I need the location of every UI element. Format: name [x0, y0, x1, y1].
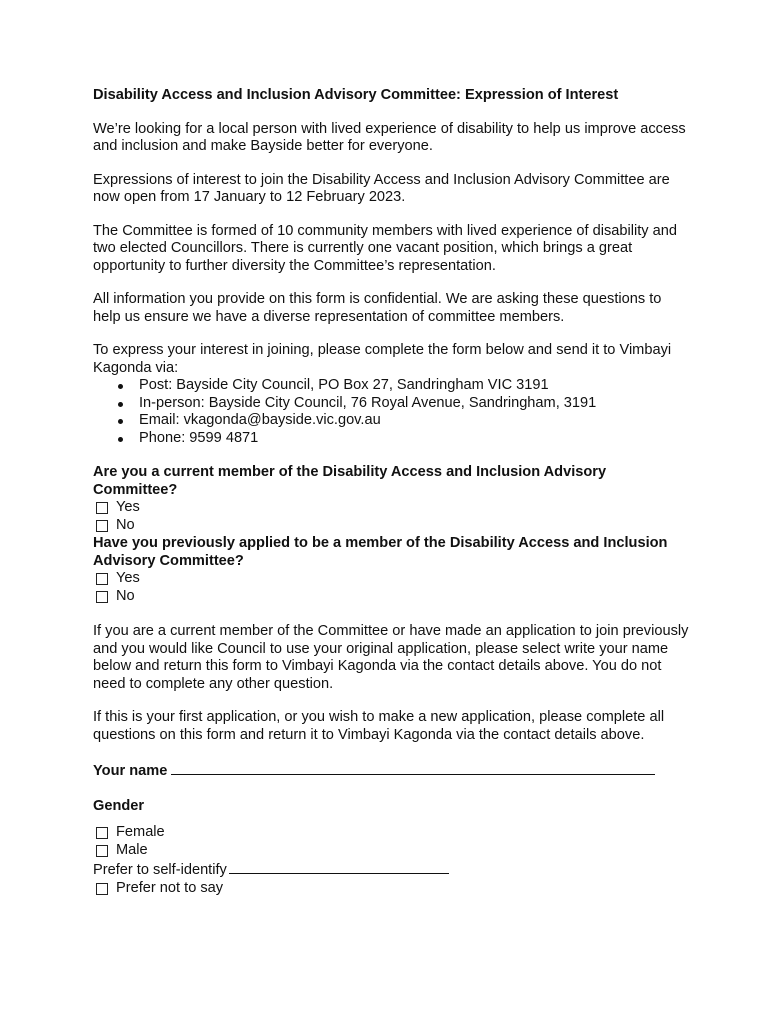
- document-title: Disability Access and Inclusion Advisory Committee: Expression of Interest: [93, 87, 619, 103]
- checkbox-icon[interactable]: [96, 845, 108, 857]
- self-identify-input-line[interactable]: [229, 860, 449, 874]
- option-label: No: [116, 588, 135, 605]
- checkbox-icon[interactable]: [96, 883, 108, 895]
- composition-paragraph: The Committee is formed of 10 community members with lived experience of disability and two elected Councillors. There is currently one vacant position, which brings a great opportunity to further diversity the Committee’s representation.: [93, 222, 677, 274]
- option-label: No: [116, 517, 135, 534]
- question-current-member: Are you a current member of the Disability Access and Inclusion Advisory Committee?: [93, 464, 607, 498]
- name-input-line[interactable]: [171, 760, 655, 775]
- contact-phone: Phone: 9599 4871: [139, 430, 693, 448]
- gender-self-identify-row: [93, 860, 693, 880]
- previously-applied-yes-option[interactable]: [93, 570, 693, 588]
- express-paragraph: To express your interest in joining, please complete the form below and send it to Vimbayi Kagonda via:: [93, 342, 672, 376]
- gender-female-option[interactable]: [93, 824, 693, 842]
- checkbox-icon[interactable]: [96, 520, 108, 532]
- contact-post: Post: Bayside City Council, PO Box 27, Sandringham VIC 3191: [139, 377, 693, 395]
- checkbox-icon[interactable]: [96, 591, 108, 603]
- checkbox-icon[interactable]: [96, 502, 108, 514]
- current-member-no-option[interactable]: [93, 517, 693, 535]
- option-label: Yes: [116, 499, 140, 516]
- name-field-label: Your name: [93, 763, 168, 779]
- question-previously-applied: Have you previously applied to be a member of the Disability Access and Inclusion Advisory Committee?: [93, 535, 668, 569]
- name-field-row: [93, 760, 693, 781]
- self-identify-label: Prefer to self-identify: [93, 862, 227, 878]
- current-member-yes-option[interactable]: [93, 499, 693, 517]
- previously-applied-no-option[interactable]: [93, 588, 693, 606]
- intro-paragraph: We’re looking for a local person with lived experience of disability to help us improve access and inclusion and make Bayside better for everyone.: [93, 120, 686, 154]
- option-label: Yes: [116, 570, 140, 587]
- dates-paragraph: Expressions of interest to join the Disability Access and Inclusion Advisory Committee are now open from 17 January to 12 February 2023.: [93, 171, 670, 205]
- contact-methods-list: [93, 377, 693, 447]
- checkbox-icon[interactable]: [96, 827, 108, 839]
- new-applicant-instructions: If this is your first application, or you wish to make a new application, please complete all questions on this form and return it to Vimbayi Kagonda via the contact details above.: [93, 709, 665, 743]
- gender-male-option[interactable]: [93, 842, 693, 860]
- option-label: Prefer not to say: [116, 879, 224, 896]
- contact-in-person: In-person: Bayside City Council, 76 Royal Avenue, Sandringham, 3191: [139, 395, 693, 413]
- gender-heading: Gender: [93, 797, 145, 814]
- option-label: Male: [116, 842, 148, 859]
- gender-prefer-not-option[interactable]: [93, 880, 693, 898]
- document-page: [93, 87, 693, 898]
- contact-email: Email: vkagonda@bayside.vic.gov.au: [139, 412, 693, 430]
- option-label: Female: [116, 824, 165, 841]
- confidential-paragraph: All information you provide on this form is confidential. We are asking these questions to help us ensure we have a diverse representation of committee members.: [93, 291, 662, 325]
- checkbox-icon[interactable]: [96, 573, 108, 585]
- existing-applicant-instructions: If you are a current member of the Committee or have made an application to join previously and you would like Council to use your original application, please select write your name below and return this form to Vimbayi Kagonda via the contact details above. You do not need to complete any other question.: [93, 623, 689, 692]
